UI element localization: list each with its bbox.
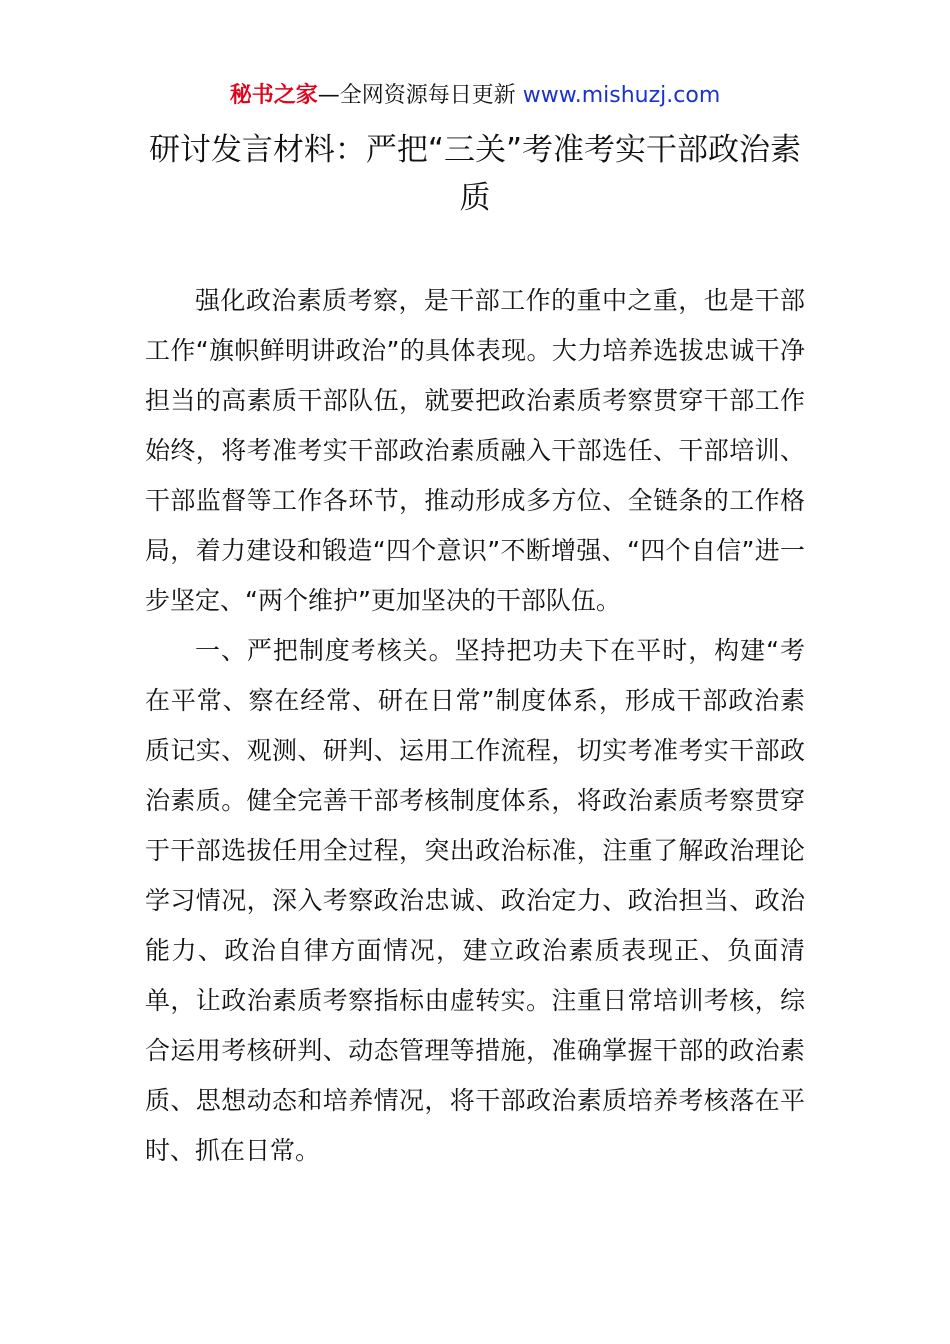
paragraph-intro: 强化政治素质考察，是干部工作的重中之重，也是干部工作“旗帜鲜明讲政治”的具体表现。大力培养选拔忠诚干净担当的高素质干部队伍，就要把政治素质考察贯穿干部工作始终，将考准考实干部政治素质融入干部选任、干部培训、干部监督等工作各环节，推动形成多方位、全链条的工作格局，着力建设和锻造“四个意识”不断增强、“四个自信”进一步坚定、“两个维护”更加坚决的干部队伍。: [145, 286, 805, 615]
paragraph-section-one: 一、严把制度考核关。坚持把功夫下在平时，构建“考在平常、察在经常、研在日常”制度体系，形成干部政治素质记实、观测、研判、运用工作流程，切实考准考实干部政治素质。健全完善干部考核制度体系，将政治素质考察贯穿于干部选拔任用全过程，突出政治标准，注重了解政治理论学习情况，深入考察政治忠诚、政治定力、政治担当、政治能力、政治自律方面情况，建立政治素质表现正、负面清单，让政治素质考察指标由虚转实。注重日常培训考核，综合运用考核研判、动态管理等措施，准确掌握干部的政治素质、思想动态和培养情况，将干部政治素质培养考核落在平时、抓在日常。: [145, 636, 805, 1165]
site-url-link[interactable]: www.mishuzj.com: [522, 83, 721, 108]
document-title: 研讨发言材料：严把“三关”考准考实干部政治素质: [148, 132, 802, 216]
header-tagline: —全网资源每日更新: [317, 83, 523, 108]
brand-name: 秘书之家: [229, 83, 318, 108]
site-header: [0, 80, 950, 112]
document-body: [145, 276, 805, 1176]
